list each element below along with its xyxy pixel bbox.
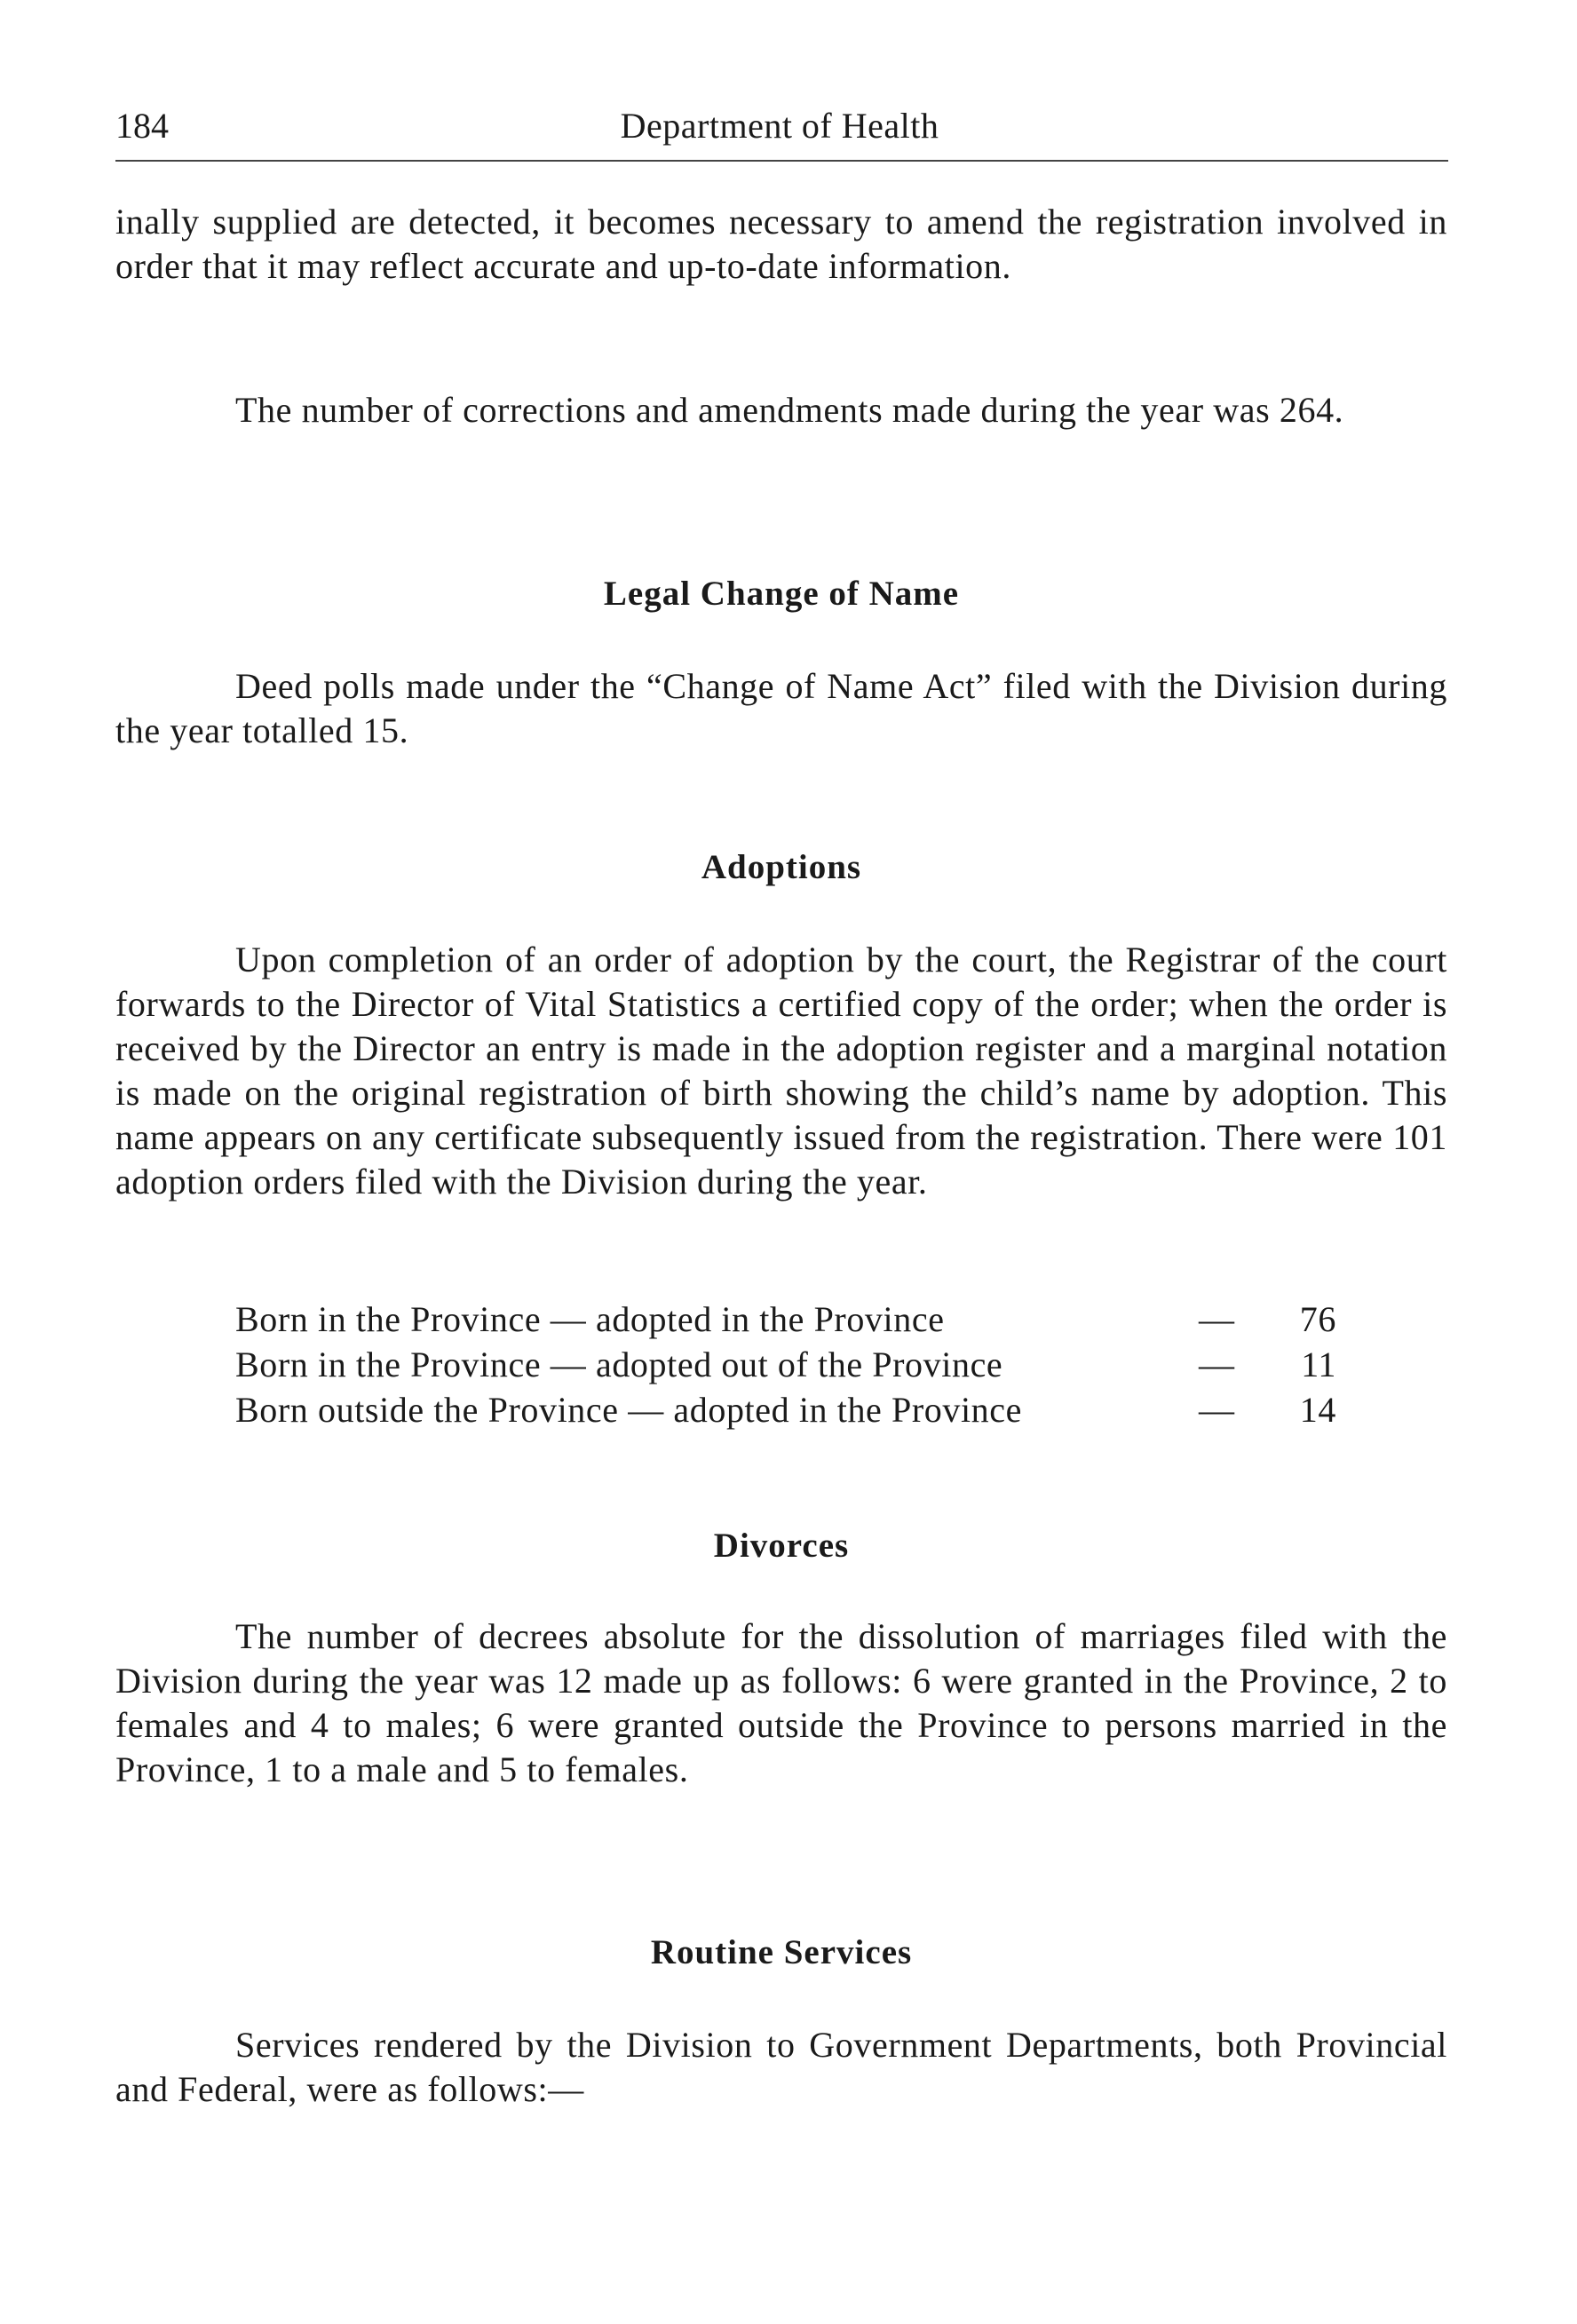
adoption-stat-row xyxy=(235,1297,1336,1342)
routine-services-paragraph: Services rendered by the Division to Government Departments, both Provincial and Federal, were as follows:— xyxy=(115,2025,1447,2109)
adoptions-paragraph: Upon completion of an order of adoption by the court, the Registrar of the court forwards to the Director of Vital Statistics a certified copy of the order; when the order is received by the Director an entry is made in the adoption register and a marginal notation is made on the original registration of birth showing the child’s name by adoption. This name appears on any certificate subsequently issued from the registration. There were 101 adoption orders filed with the Division during the year. xyxy=(115,940,1447,1202)
stat-value: 76 xyxy=(1299,1299,1336,1339)
adoptions-heading: Adoptions xyxy=(701,848,862,886)
continuation-paragraph: inally supplied are detected, it becomes necessary to amend the registration involved in order that it may reflect accurate and up-to-date information. xyxy=(115,202,1447,286)
stat-dash: — xyxy=(1199,1299,1235,1339)
routine-services-heading: Routine Services xyxy=(650,1933,913,1971)
adoption-stats-table xyxy=(235,1297,1336,1432)
running-head xyxy=(115,105,1444,151)
stat-value: 11 xyxy=(1301,1344,1336,1384)
legal-change-paragraph: Deed polls made under the “Change of Name Act” filed with the Division during the year totalled 15. xyxy=(115,666,1447,750)
header-rule xyxy=(115,160,1448,162)
divorces-paragraph: The number of decrees absolute for the dissolution of marriages filed with the Division during the year was 12 made up as follows: 6 were granted in the Province, 2 to females and 4 to males; 6 were granted outside the Province to persons married in the Province, 1 to a male and 5 to females. xyxy=(115,1616,1447,1789)
page-number: 184 xyxy=(115,106,169,146)
corrections-paragraph: The number of corrections and amendments made during the year was 264. xyxy=(235,390,1344,430)
stat-label: Born outside the Province — adopted in the Province xyxy=(235,1390,1022,1430)
adoption-stat-row xyxy=(235,1387,1336,1432)
stat-value: 14 xyxy=(1299,1390,1336,1430)
adoption-stat-row xyxy=(235,1342,1336,1387)
stat-label: Born in the Province — adopted out of the Province xyxy=(235,1344,1003,1384)
legal-change-heading: Legal Change of Name xyxy=(603,575,960,613)
stat-dash: — xyxy=(1199,1344,1235,1384)
stat-dash: — xyxy=(1199,1390,1235,1430)
running-title: Department of Health xyxy=(620,106,939,146)
divorces-heading: Divorces xyxy=(713,1527,850,1565)
stat-label: Born in the Province — adopted in the Province xyxy=(235,1299,945,1339)
